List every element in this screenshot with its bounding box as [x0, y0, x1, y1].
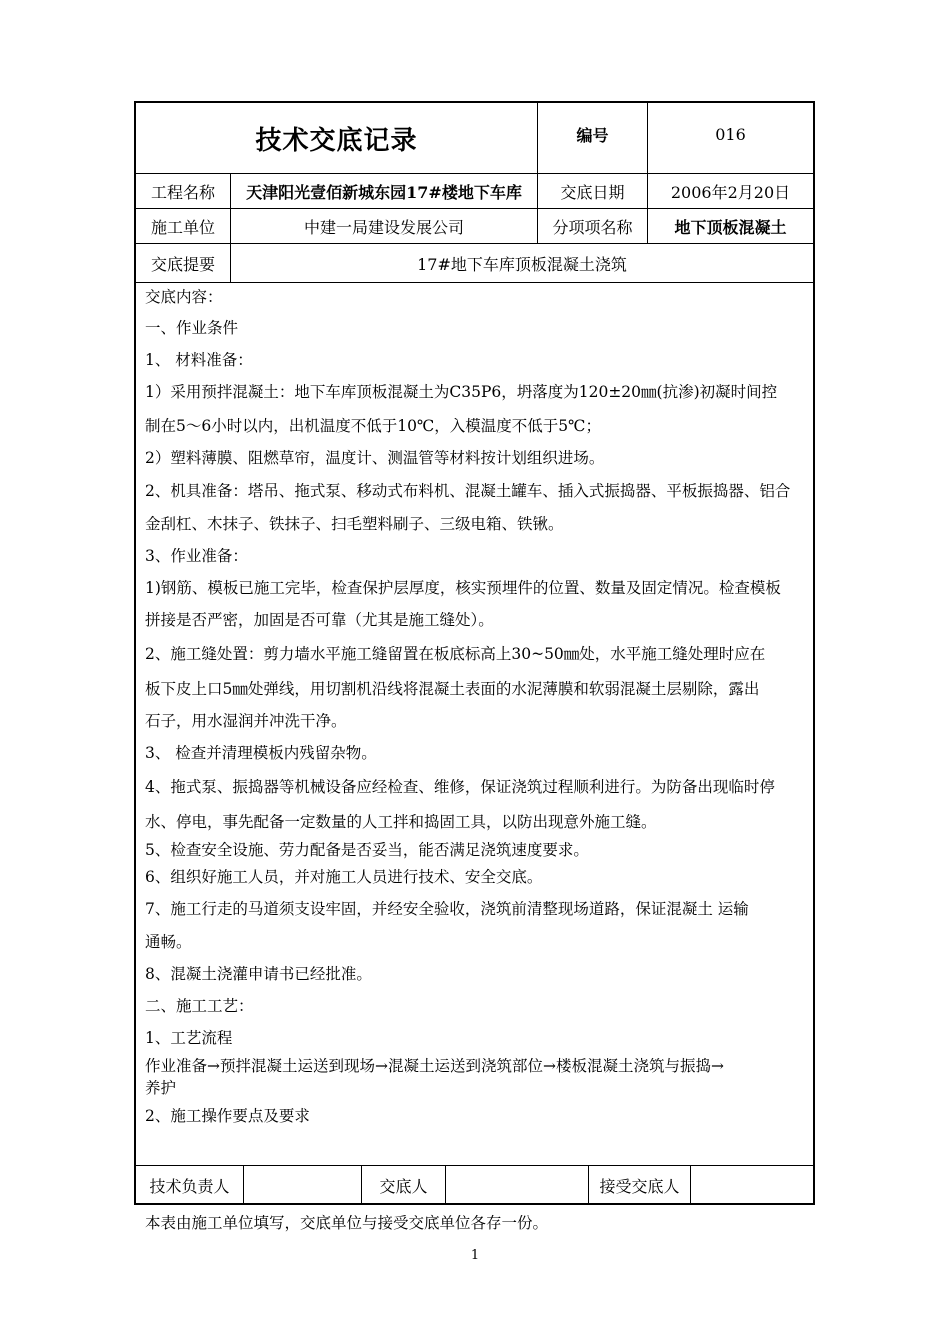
content-line: 板下皮上口5㎜处弹线，用切割机沿线将混凝土表面的水泥薄膜和软弱混凝土层剔除，露出 [145, 680, 760, 698]
receiver-label: 接受交底人 [599, 1176, 680, 1196]
receiver-signature[interactable] [691, 1166, 813, 1204]
content-line: 2）塑料薄膜、阻燃草帘，温度计、测温管等材料按计划组织进场。 [145, 449, 605, 467]
content-line: 4、拖式泵、振捣器等机械设备应经检查、维修，保证浇筑过程顺利进行。为防备出现临时停 [145, 778, 775, 796]
summary-value: 17#地下车库顶板混凝土浇筑 [417, 254, 627, 274]
project-label: 工程名称 [150, 182, 215, 202]
content-line: 水、停电，事先配备一定数量的人工拌和捣固工具，以防出现意外施工缝。 [145, 813, 657, 831]
content-line: 制在5～6小时以内，出机温度不低于10℃，入模温度不低于5℃； [145, 417, 601, 435]
content-line: 2、施工操作要点及要求 [145, 1107, 310, 1125]
giver-signature[interactable] [446, 1166, 588, 1204]
content-line: 8、混凝土浇灌申请书已经批准。 [145, 965, 372, 983]
content-line: 养护 [145, 1079, 177, 1097]
content-line: 一、作业条件 [145, 319, 239, 337]
content-line: 5、检查安全设施、劳力配备是否妥当，能否满足浇筑速度要求。 [145, 841, 589, 859]
number-value: 016 [715, 124, 746, 144]
page-title: 技术交底记录 [255, 125, 418, 156]
content-line: 二、施工工艺： [145, 997, 254, 1015]
content-line: 3、 检查并清理模板内残留杂物。 [145, 744, 377, 762]
row-divider [134, 282, 815, 283]
content-line: 6、组织好施工人员，并对施工人员进行技术、安全交底。 [145, 868, 543, 886]
tech-lead-signature[interactable] [244, 1166, 361, 1204]
date-label: 交底日期 [560, 182, 625, 202]
giver-label: 交底人 [379, 1176, 428, 1196]
footnote: 本表由施工单位填写，交底单位与接受交底单位各存一份。 [145, 1214, 549, 1232]
date-value: 2006年2月20日 [670, 182, 791, 202]
item-value: 地下顶板混凝土 [674, 217, 787, 237]
content-line: 1、 材料准备： [145, 351, 253, 369]
number-label: 编号 [576, 125, 609, 145]
page-number: 1 [470, 1248, 480, 1263]
content-line: 拼接是否严密，加固是否可靠（尤其是施工缝处）。 [145, 611, 494, 629]
content-line: 作业准备→预拌混凝土运送到现场→混凝土运送到浇筑部位→楼板混凝土浇筑与振捣→ [145, 1057, 724, 1075]
content-line: 金刮杠、木抹子、铁抹子、扫毛塑料刷子、三级电箱、铁锹。 [145, 515, 564, 533]
unit-value: 中建一局建设发展公司 [303, 217, 464, 237]
tech-lead-label: 技术负责人 [149, 1176, 230, 1196]
content-line: 1）采用预拌混凝土：地下车库顶板混凝土为C35P6，坍落度为120±20㎜(抗渗)初凝时间控 [145, 383, 778, 401]
summary-label: 交底提要 [150, 254, 215, 274]
content-line: 通畅。 [145, 933, 192, 951]
content-line: 交底内容： [145, 288, 223, 306]
content-line: 2、施工缝处置：剪力墙水平施工缝留置在板底标高上30~50㎜处，水平施工缝处理时应在 [145, 645, 766, 663]
content-line: 7、施工行走的马道须支设牢固，并经安全验收，浇筑前清整现场道路，保证混凝土 运输 [145, 900, 749, 918]
unit-label: 施工单位 [150, 217, 215, 237]
item-label: 分项项名称 [552, 217, 633, 237]
content-line: 1)钢筋、模板已施工完毕，检查保护层厚度，核实预埋件的位置、数量及固定情况。检查模板 [145, 579, 781, 597]
content-line: 1、工艺流程 [145, 1029, 233, 1047]
content-line: 2、机具准备：塔吊、拖式泵、移动式布料机、混凝土罐车、插入式振捣器、平板振捣器、铝合 [145, 482, 791, 500]
content-line: 3、作业准备： [145, 547, 248, 565]
project-value: 天津阳光壹佰新城东园17#楼地下车库 [246, 182, 522, 202]
content-line: 石子，用水湿润并冲洗干净。 [145, 712, 347, 730]
